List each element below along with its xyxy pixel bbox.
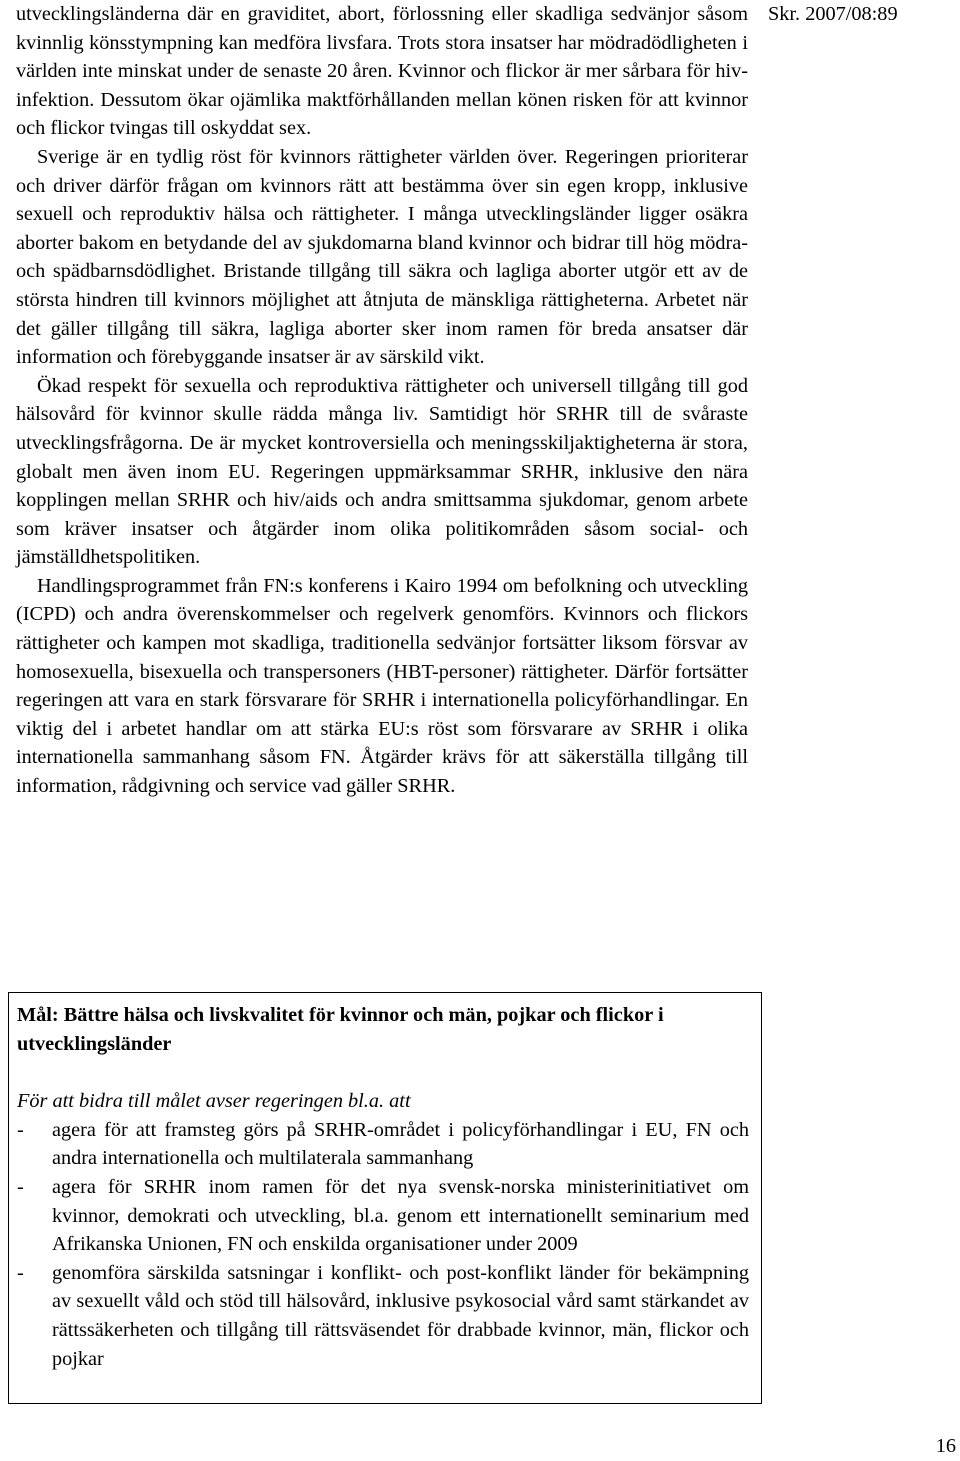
list-item-text: genomföra särskilda satsningar i konflikt- och post-konflikt länder för bekämpning av sexuellt våld och stöd till hälsovård, inklusive psykosocial vård samt stärkandet av rättssäkerheten och tillgång till rättsväsendet för drabbade kvinnor, män, flickor och pojkar — [52, 1261, 749, 1370]
paragraph-4: Handlingsprogrammet från FN:s konferens i Kairo 1994 om befolkning och utveckling (ICPD) och andra överenskommelser och regelverk genomförs. Kvinnors och flickors rättigheter och kampen mot skadliga, traditionella sedvänjor fortsätter liksom försvar av homosexuella, bisexuella och transpersoners (HBT-personer) rättigheter. Därför fortsätter regeringen att vara en stark försvarare för SRHR i internationella policyförhandlingar. En viktig del i arbetet handlar om att stärka EU:s röst som försvarare av SRHR i olika internationella sammanhang såsom FN. Åtgärder krävs för att säkerställa tillgång till information, rådgivning och service vad gäller SRHR. — [16, 574, 748, 798]
list-item — [17, 1259, 749, 1373]
goal-box — [8, 992, 762, 1404]
dash-bullet: - — [17, 1175, 24, 1198]
paragraph-1: utvecklingsländerna där en graviditet, abort, förlossning eller skadliga sedvänjor såsom kvinnlig könsstympning kan medföra livsfara. Trots stora insatser har mödradödligheten i världen inte minskat under de senaste 20 åren. Kvinnor och flickor är mer sårbara för hiv-infektion. Dessutom ökar ojämlika maktförhållanden mellan könen risken för att kvinnor och flickor tvingas till oskyddat sex. — [16, 3, 748, 140]
list-item-text: agera för att framsteg görs på SRHR-området i policyförhandlingar i EU, FN och andra internationella och multilaterala sammanhang — [52, 1118, 749, 1170]
document-reference: Skr. 2007/08:89 — [768, 3, 898, 25]
dash-bullet: - — [17, 1261, 24, 1284]
paragraph-3: Ökad respekt för sexuella och reproduktiva rättigheter och universell tillgång till god hälsovård för kvinnor skulle rädda många liv. Samtidigt hör SRHR till de svåraste utvecklingsfrågorna. De är mycket kontroversiella och meningsskiljaktigheterna är stora, globalt men även inom EU. Regeringen uppmärksammar SRHR, inklusive den nära kopplingen mellan SRHR och hiv/aids och andra smittsamma sjukdomar, genom arbete som kräver insatser och åtgärder inom olika politikområden såsom social- och jämställdhetspolitiken. — [16, 374, 748, 569]
page-number: 16 — [935, 1435, 956, 1457]
goal-lead: För att bidra till målet avser regeringen bl.a. att — [17, 1090, 411, 1113]
list-item — [17, 1116, 749, 1173]
goal-heading: Mål: Bättre hälsa och livskvalitet för kvinnor och män, pojkar och flickor i utvecklingsländer — [17, 1004, 664, 1055]
list-item — [17, 1173, 749, 1259]
dash-bullet: - — [17, 1118, 24, 1141]
paragraph-2: Sverige är en tydlig röst för kvinnors rättigheter världen över. Regeringen prioriterar och driver därför frågan om kvinnors rätt att bestämma över sin egen kropp, inklusive sexuell och reproduktiv hälsa och rättigheter. I många utvecklingsländer ligger osäkra aborter bakom en betydande del av sjukdomarna bland kvinnor och bidrar till hög mödra- och spädbarnsdödlighet. Bristande tillgång till säkra och lagliga aborter utgör ett av de största hindren till kvinnors möjlighet att åtnjuta de mänskliga rättigheterna. Arbetet när det gäller tillgång till säkra, lagliga aborter sker inom ramen för breda ansatser där information och förebyggande insatser är av särskild vikt. — [16, 145, 748, 369]
body-text — [16, 0, 748, 801]
list-item-text: agera för SRHR inom ramen för det nya svensk-norska ministerinitiativet om kvinnor, demokrati och utveckling, bl.a. genom ett internationellt seminarium med Afrikanska Unionen, FN och enskilda organisationer under 2009 — [52, 1175, 749, 1256]
action-list — [17, 1116, 749, 1373]
